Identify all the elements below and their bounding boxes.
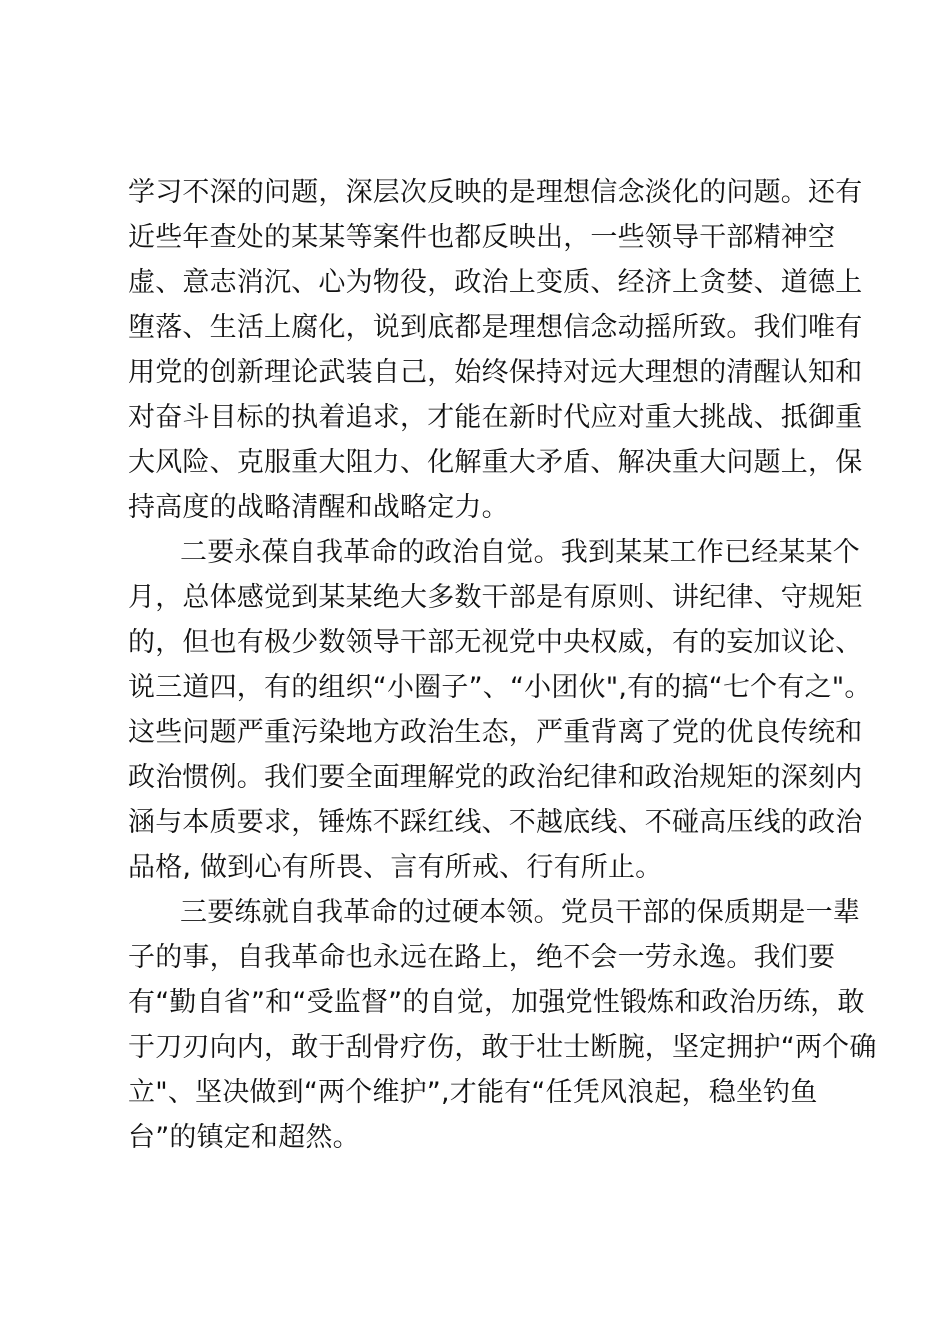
text-line: 虚、意志消沉、心为物役，政治上变质、经济上贪婪、道德上 xyxy=(128,267,863,298)
paragraph-heading-line: 二要永葆自我革命的政治自觉。我到某某工作已经某某个 xyxy=(180,537,860,568)
text-line: 学习不深的问题，深层次反映的是理想信念淡化的问题。还有 xyxy=(128,177,863,208)
text-line: 台”的镇定和超然。 xyxy=(128,1122,360,1153)
text-line: 立"、坚决做到“两个维护”,才能有“任凭风浪起，稳坐钓鱼 xyxy=(128,1077,818,1108)
text-line: 于刀刃向内，敢于刮骨疗伤，敢于壮士断腕，坚定拥护“两个确 xyxy=(128,1032,877,1063)
text-line: 用党的创新理论武装自己，始终保持对远大理想的清醒认知和 xyxy=(128,357,863,388)
text-line: 对奋斗目标的执着追求，才能在新时代应对重大挑战、抵御重 xyxy=(128,402,863,433)
body-text xyxy=(128,170,877,1160)
text-line: 大风险、克服重大阻力、化解重大矛盾、解决重大问题上，保 xyxy=(128,447,863,478)
paragraph-heading-line: 三要练就自我革命的过硬本领。党员干部的保质期是一辈 xyxy=(180,897,860,928)
text-line: 的，但也有极少数领导干部无视党中央权威，有的妄加议论、 xyxy=(128,627,863,658)
text-line: 说三道四，有的组织“小圈子”、“小团伙",有的搞“七个有之"。 xyxy=(128,672,872,703)
text-line: 子的事，自我革命也永远在路上，绝不会一劳永逸。我们要 xyxy=(128,942,836,973)
text-line: 政治惯例。我们要全面理解党的政治纪律和政治规矩的深刻内 xyxy=(128,762,863,793)
text-line: 有“勤自省”和“受监督”的自觉，加强党性锻炼和政治历练，敢 xyxy=(128,987,865,1018)
text-line: 品格, 做到心有所畏、言有所戒、行有所止。 xyxy=(128,852,663,883)
text-line: 持高度的战略清醒和战略定力。 xyxy=(128,492,509,523)
text-line: 这些问题严重污染地方政治生态，严重背离了党的优良传统和 xyxy=(128,717,863,748)
text-line: 近些年查处的某某等案件也都反映出，一些领导干部精神空 xyxy=(128,222,836,253)
text-line: 月，总体感觉到某某绝大多数干部是有原则、讲纪律、守规矩 xyxy=(128,582,863,613)
text-line: 堕落、生活上腐化，说到底都是理想信念动摇所致。我们唯有 xyxy=(128,312,863,343)
text-line: 涵与本质要求，锤炼不踩红线、不越底线、不碰高压线的政治 xyxy=(128,807,863,838)
